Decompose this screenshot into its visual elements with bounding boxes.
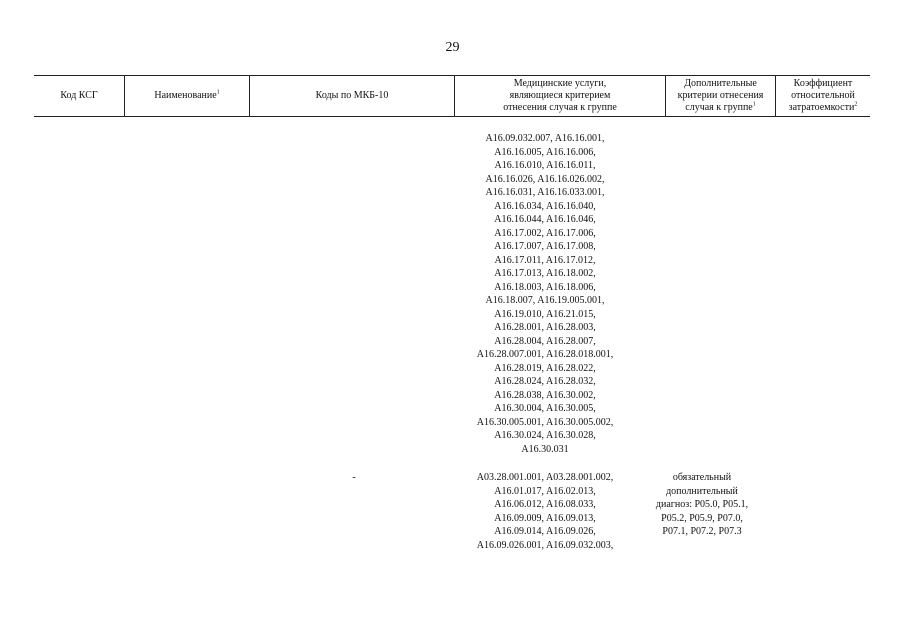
- header-services: [455, 76, 666, 116]
- text-line: A16.30.004, A16.30.005,: [494, 403, 596, 414]
- text-line: A16.17.013, A16.18.002,: [494, 268, 596, 279]
- text-line: A16.18.003, A16.18.006,: [494, 281, 596, 293]
- text-line: A03.28.001.001, A03.28.001.002,: [476, 472, 614, 483]
- text-line: A16.16.010, A16.16.011,: [494, 160, 596, 171]
- text-line: A16.18.007, A16.19.005.001,: [485, 295, 605, 306]
- header-code-label: Код КСГ: [60, 90, 98, 101]
- text-line: A16.30.005.001, A16.30.005.002,: [476, 416, 614, 428]
- page-number: 29: [445, 40, 460, 55]
- text-line: A16.09.032.007, A16.16.001,: [485, 133, 605, 144]
- text-line: A16.28.019, A16.28.022,: [494, 362, 596, 374]
- header-mkb: [250, 76, 455, 116]
- row2-mkb-codes: -: [352, 472, 356, 483]
- text-line: A16.09.026.001, A16.09.032.003,: [476, 539, 614, 551]
- text-line: A16.19.010, A16.21.015,: [494, 308, 596, 320]
- text-line: A16.16.044, A16.16.046,: [494, 214, 596, 225]
- text-line: обязательный: [672, 472, 732, 483]
- text-line: A16.28.038, A16.30.002,: [494, 389, 596, 401]
- text-line: A16.30.024, A16.30.028,: [494, 430, 596, 441]
- text-line: A16.16.026, A16.16.026.002,: [485, 173, 605, 185]
- text-line: A16.17.007, A16.17.008,: [494, 241, 596, 252]
- text-line: A16.09.009, A16.09.013,: [494, 512, 596, 524]
- text-line: дополнительный: [666, 485, 738, 497]
- text-line: A16.28.004, A16.28.007,: [494, 335, 596, 347]
- text-line: A16.16.031, A16.16.033.001,: [485, 187, 605, 198]
- header-name: [125, 76, 250, 116]
- header-coefficient-label: Коэффициент относительной затратоемкости$^2$: [788, 78, 858, 113]
- text-line: P07.1, P07.2, P07.3: [662, 526, 742, 537]
- header-criteria: [666, 76, 776, 116]
- text-line: A16.17.002, A16.17.006,: [494, 227, 596, 239]
- header-code: [34, 76, 125, 116]
- header-coefficient: [776, 76, 870, 116]
- text-line: A16.30.031: [521, 443, 569, 455]
- text-line: A16.16.005, A16.16.006,: [494, 146, 596, 158]
- header-mkb-label: Коды по МКБ-10: [315, 90, 389, 101]
- header-criteria-label: Дополнительные критерии отнесения случая к группе$^1$: [677, 78, 764, 113]
- text-line: диагноз: P05.0, P05.1,: [655, 499, 749, 510]
- text-line: A16.28.024, A16.28.032,: [494, 376, 596, 387]
- row2-services: [455, 471, 635, 552]
- text-line: A16.09.014, A16.09.026,: [494, 526, 596, 537]
- row1-services: [455, 132, 635, 456]
- text-line: A16.28.001, A16.28.003,: [494, 322, 596, 333]
- text-line: A16.28.007.001, A16.28.018.001,: [476, 349, 614, 360]
- table-header: [34, 75, 870, 117]
- text-line: A16.17.011, A16.17.012,: [494, 254, 596, 266]
- row2-criteria: [644, 471, 760, 539]
- text-line: P05.2, P05.9, P07.0,: [661, 512, 743, 524]
- text-line: A16.16.034, A16.16.040,: [494, 200, 596, 212]
- text-line: A16.06.012, A16.08.033,: [494, 499, 596, 510]
- header-name-label: Наименование$^1$: [154, 89, 220, 101]
- header-services-label: Медицинские услуги, являющиеся критерием отнесения случая к группе: [503, 78, 617, 113]
- text-line: A16.01.017, A16.02.013,: [494, 485, 596, 497]
